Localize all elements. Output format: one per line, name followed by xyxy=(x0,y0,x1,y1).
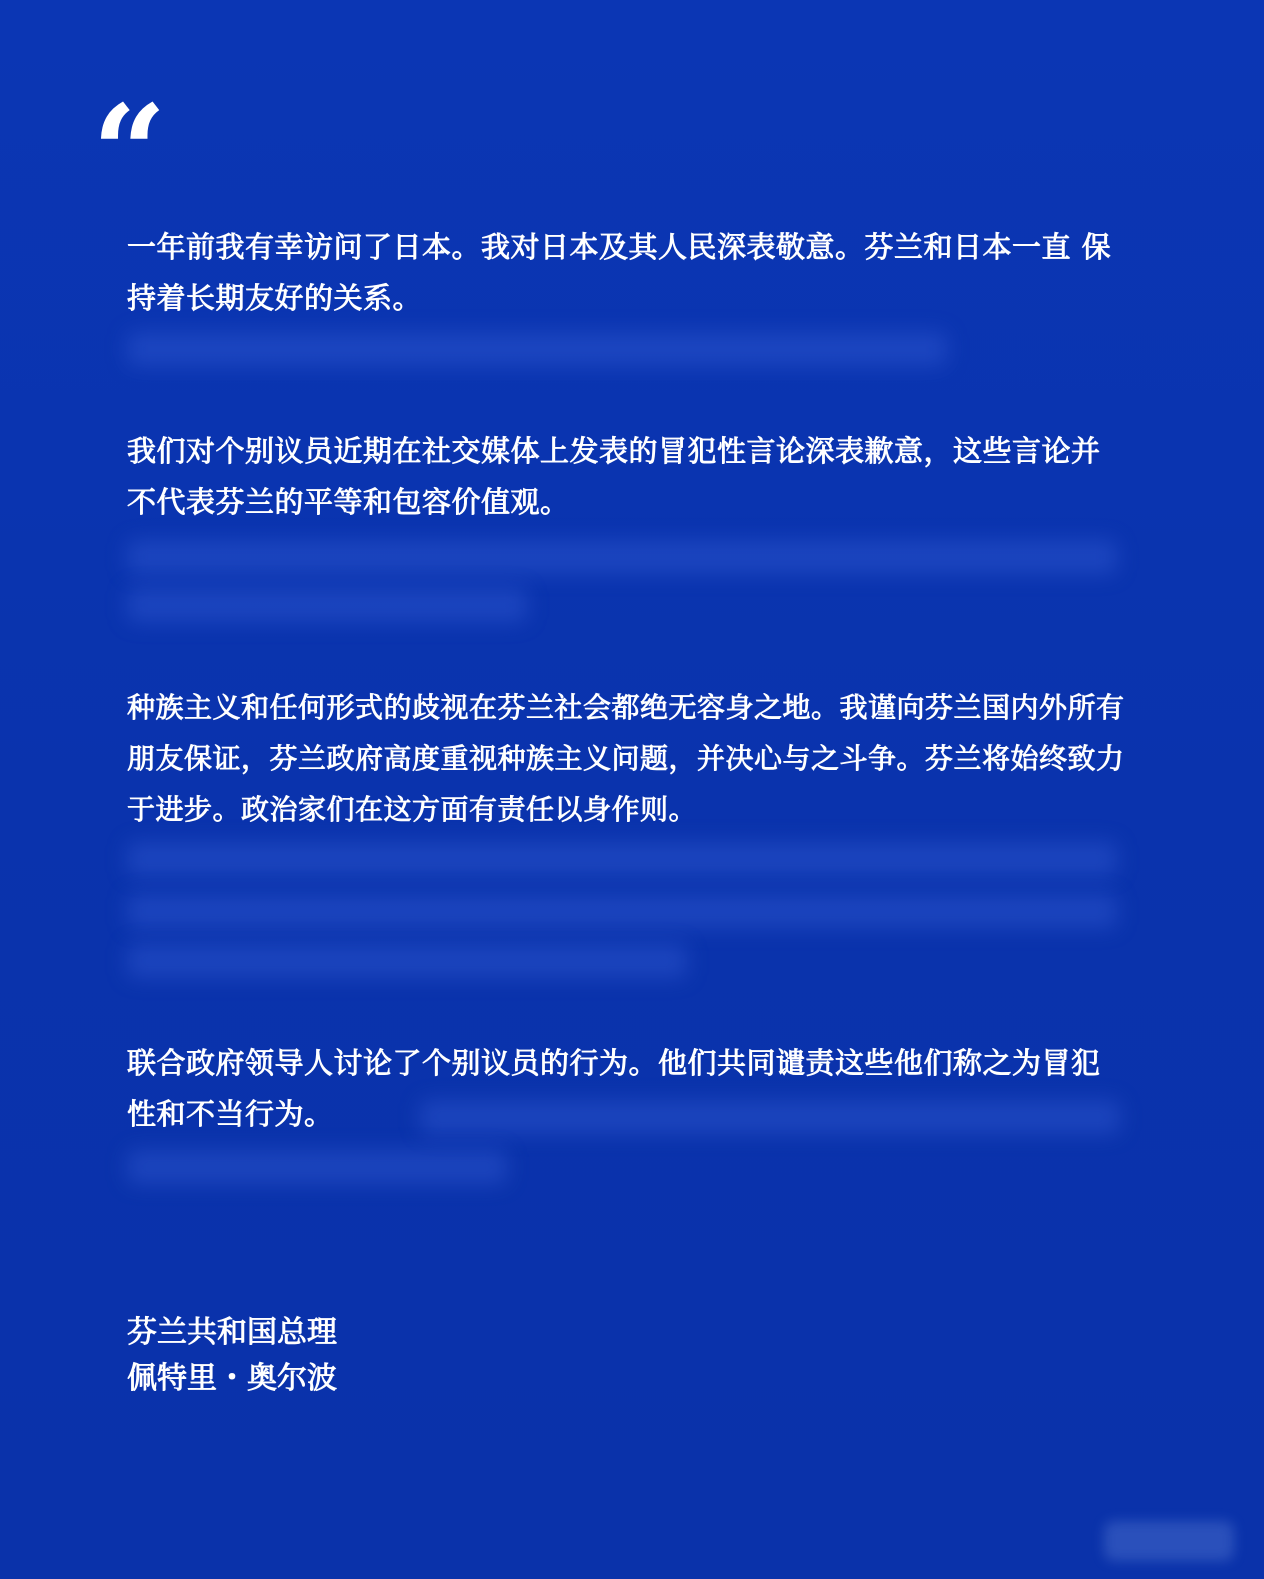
blurred-text-8 xyxy=(127,1150,507,1184)
paragraph-3: 种族主义和任何形式的歧视在芬兰社会都绝无容身之地。我谨向芬兰国内外所有朋友保证，芬兰政府高度重视种族主义问题，并决心与之斗争。芬兰将始终致力于进步。政治家们在这方面有责任以身作则。 xyxy=(127,691,1125,826)
paragraph-1: 一年前我有幸访问了日本。我对日本及其人民深表敬意。芬兰和日本一直 保持着长期友好的关系。 xyxy=(127,230,1112,315)
signature-title: 芬兰共和国总理 xyxy=(127,1315,337,1350)
paragraph-2: 我们对个别议员近期在社交媒体上发表的冒犯性言论深表歉意，这些言论并不代表芬兰的平等和包容价值观。 xyxy=(127,434,1101,519)
blurred-text-5 xyxy=(127,894,1117,928)
blurred-text-1 xyxy=(127,332,947,366)
blurred-text-2 xyxy=(127,540,1117,574)
blurred-text-7 xyxy=(420,1100,1120,1134)
watermark-logo xyxy=(1104,1521,1234,1561)
paragraph-4: 联合政府领导人讨论了个别议员的行为。他们共同谴责这些他们称之为冒犯性和不当行为。 xyxy=(127,1046,1101,1131)
blurred-text-4 xyxy=(127,842,1117,876)
blurred-text-3 xyxy=(127,588,527,622)
quote-mark-icon: “ xyxy=(92,76,167,229)
signature-block xyxy=(127,1310,337,1402)
signature-name: 佩特里・奥尔波 xyxy=(127,1361,337,1396)
blurred-text-6 xyxy=(127,944,687,978)
